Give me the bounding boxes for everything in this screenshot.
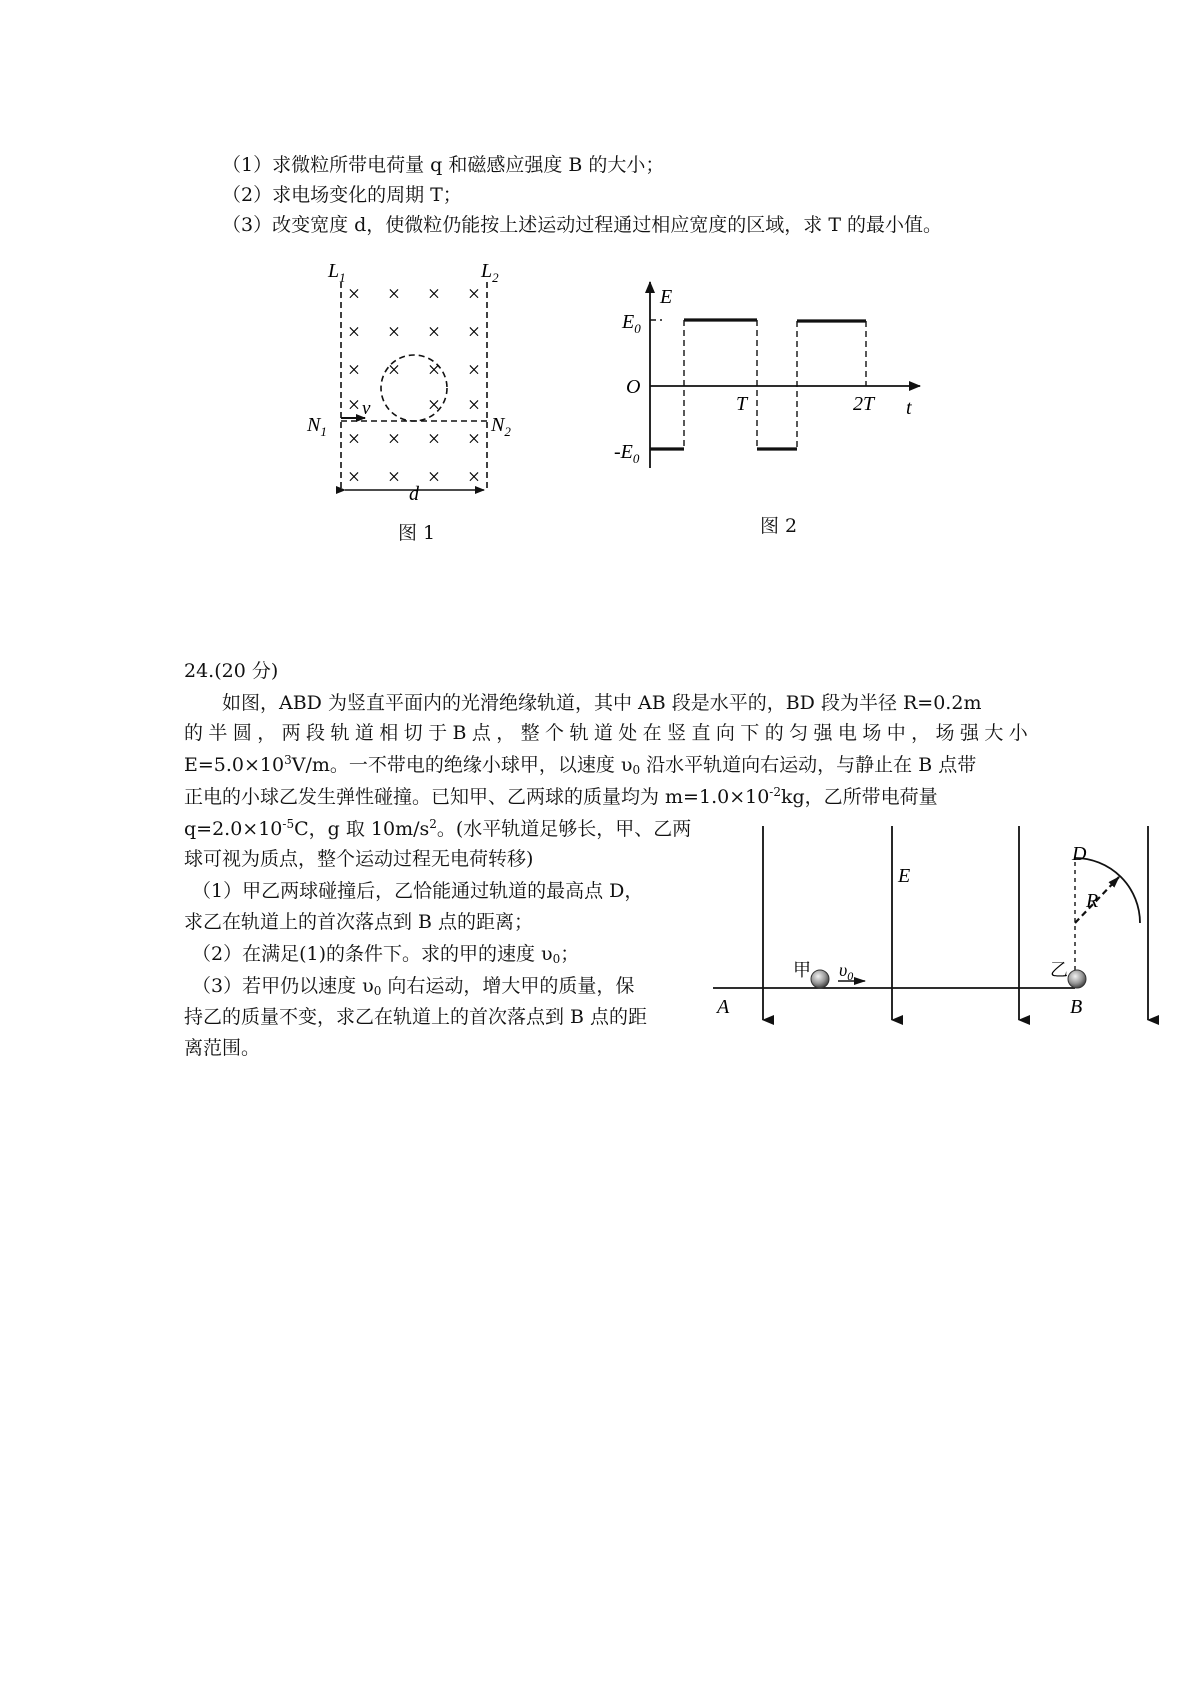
cross-mark: × (347, 319, 361, 344)
label-D: D (1072, 843, 1087, 865)
cross-mark: × (387, 319, 401, 344)
cross-mark: × (347, 281, 361, 306)
label-v: v (362, 398, 371, 419)
line-2-char: ， (257, 722, 277, 744)
label-R: R (1086, 890, 1099, 912)
line-2-char: 下 (740, 722, 760, 744)
cross-mark: × (347, 357, 361, 382)
cross-mark: × (347, 392, 361, 417)
cross-mark: × (427, 357, 441, 382)
problem-24-q1-line-2: 求乙在轨道上的首次落点到 B 点的距离； (184, 911, 534, 933)
question-1: （1）求微粒所带电荷量 q 和磁感应强度 B 的大小； (222, 154, 665, 176)
label-O: O (626, 376, 641, 398)
problem-24-line-1: 如图，ABD 为竖直平面内的光滑绝缘轨道，其中 AB 段是水平的，BD 段为半径 R=0.2m (222, 692, 982, 714)
cross-mark: × (467, 426, 481, 451)
label-E0: $E_0$ (622, 311, 641, 336)
cross-mark: × (427, 392, 441, 417)
line-2-char: 匀 (789, 722, 809, 744)
field-lines (763, 826, 1148, 1020)
question-3: （3）改变宽度 d，使微粒仍能按上述运动过程通过相应宽度的区域，求 T 的最小值。 (222, 214, 943, 236)
label-B: B (1070, 996, 1083, 1018)
cross-mark: × (387, 464, 401, 489)
line-2-char: 切 (403, 722, 423, 744)
figure-2-caption: 图 2 (760, 515, 798, 537)
cross-mark: × (347, 464, 361, 489)
cross-mark: × (467, 392, 481, 417)
problem-24-line-4: 正电的小球乙发生弹性碰撞。已知甲、乙两球的质量均为 $m=1.0\times 10^{-2}kg$，乙所带电荷量 (184, 785, 938, 808)
label-t: t (906, 397, 912, 419)
problem-24-q2: （2）在满足(1)的条件下。求的甲的速度 $\upsilon_0$； (192, 943, 580, 966)
line-2-char: 道 (354, 722, 374, 744)
ball-yi (1068, 970, 1086, 988)
line-2-char: 段 (306, 722, 326, 744)
line-2-char: 电 (837, 722, 857, 744)
transitions (650, 320, 866, 449)
line-2-char: 场 (935, 722, 955, 744)
line-2-char: 强 (813, 722, 833, 744)
problem-24-line-5: $q=2.0\times 10^{-5}C$，g 取 $10m/s^2$。(水平轨道足够长，甲、乙两 (184, 817, 692, 840)
problem-24-line-2 (184, 720, 1028, 746)
line-2-char: 个 (545, 722, 565, 744)
problem-24-line-6: 球可视为质点，整个运动过程无电荷转移) (184, 848, 534, 870)
problem-24-q1-line-1: （1）甲乙两球碰撞后，乙恰能通过轨道的最高点 D， (192, 880, 644, 902)
line-2-char: 直 (691, 722, 711, 744)
label-2T: 2T (853, 393, 875, 415)
label-yi: 乙 (1050, 960, 1068, 980)
line-2-char: 于 (428, 722, 448, 744)
label-L2: $L_2$ (481, 260, 499, 285)
cross-mark: × (347, 426, 361, 451)
cross-mark: × (427, 319, 441, 344)
figure-1 (300, 255, 530, 510)
line-2-char: 的 (184, 722, 204, 744)
label-E: E (660, 286, 673, 308)
problem-24-q3-line-2: 持乙的质量不变，求乙在轨道上的首次落点到 B 点的距 (184, 1006, 648, 1028)
label-jia: 甲 (793, 960, 811, 980)
cross-mark: × (387, 357, 401, 382)
line-2-char: 的 (764, 722, 784, 744)
line-2-char: 轨 (330, 722, 350, 744)
line-2-char: 相 (379, 722, 399, 744)
line-2-char: ， (911, 722, 931, 744)
label-N1: $N_1$ (307, 414, 327, 439)
cross-mark: × (427, 464, 441, 489)
label-negE0: $-E_0$ (614, 441, 640, 466)
figure-2 (610, 275, 930, 480)
label-v0: $\upsilon_0$ (839, 960, 854, 983)
label-E: E (898, 865, 911, 887)
problem-24-line-3: $E=5.0\times 10^3V/m$。一不带电的绝缘小球甲，以速度 $\upsilon_0$ 沿水平轨道向右运动，与静止在 B 点带 (184, 753, 977, 777)
line-2-char: 大 (984, 722, 1004, 744)
field-levels (650, 320, 866, 449)
label-N2: $N_2$ (491, 414, 511, 439)
line-2-char: 轨 (569, 722, 589, 744)
line-2-char: 圆 (232, 722, 252, 744)
label-L1: $L_1$ (328, 260, 346, 285)
cross-mark: × (427, 426, 441, 451)
problem-24-q3-line-3: 离范围。 (184, 1037, 261, 1059)
line-2-char: 小 (1008, 722, 1028, 744)
line-2-char: 竖 (667, 722, 687, 744)
line-2-char: 向 (715, 722, 735, 744)
line-2-char: 处 (618, 722, 638, 744)
cross-mark: × (467, 357, 481, 382)
problem-24-q3-line-1: （3）若甲仍以速度 $\upsilon_0$ 向右运动，增大甲的质量，保 (192, 975, 635, 998)
cross-mark: × (467, 464, 481, 489)
line-2-char: B (452, 722, 467, 744)
cross-mark: × (427, 281, 441, 306)
line-2-char: 场 (862, 722, 882, 744)
label-A: A (717, 996, 730, 1018)
cross-mark: × (467, 281, 481, 306)
cross-mark: × (387, 281, 401, 306)
line-2-char: 两 (281, 722, 301, 744)
line-2-char: 道 (593, 722, 613, 744)
line-2-char: 点 (471, 722, 491, 744)
magnetic-field-crosses (348, 281, 480, 489)
label-T: T (736, 393, 748, 415)
label-d: d (409, 483, 419, 505)
line-2-char: 半 (208, 722, 228, 744)
line-2-char: 中 (886, 722, 906, 744)
line-2-char: ， (496, 722, 516, 744)
figure-3 (705, 820, 1165, 1030)
problem-24-header: 24.(20 分) (184, 660, 279, 682)
line-2-char: 在 (642, 722, 662, 744)
line-2-char: 强 (959, 722, 979, 744)
figure-1-caption: 图 1 (398, 522, 436, 544)
cross-mark: × (387, 426, 401, 451)
cross-mark: × (467, 319, 481, 344)
question-2: （2）求电场变化的周期 T； (222, 184, 462, 206)
ball-jia (811, 970, 829, 988)
line-2-char: 整 (520, 722, 540, 744)
